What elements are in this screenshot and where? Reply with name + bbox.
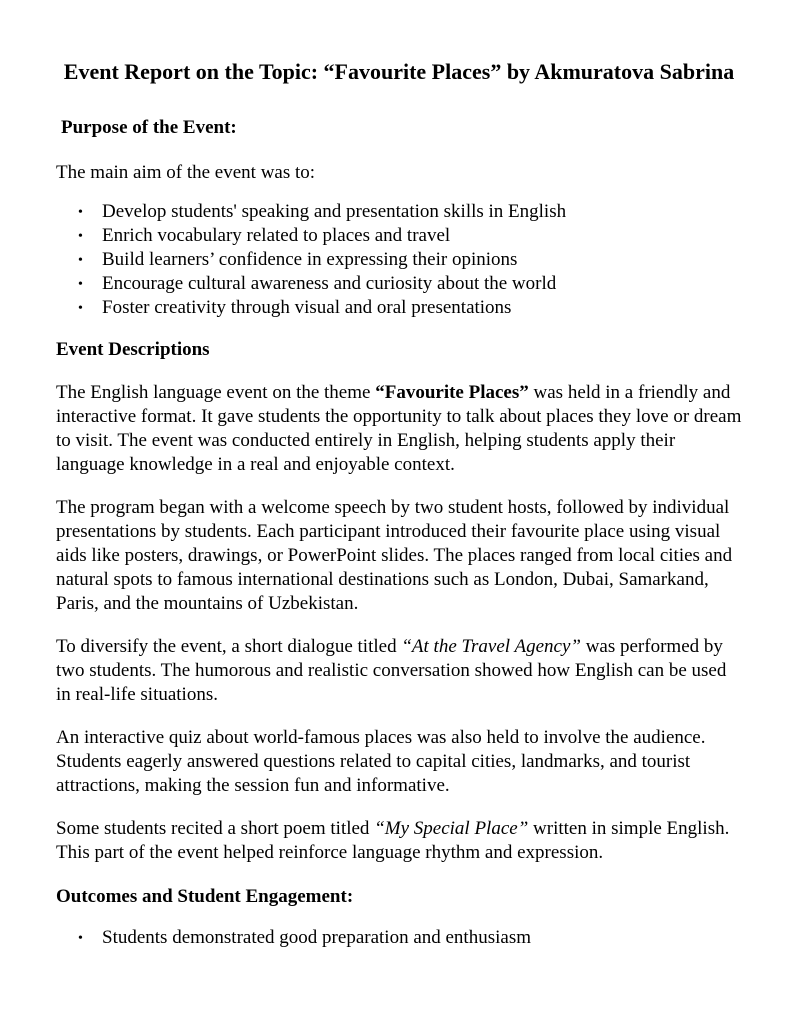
poem-title: “My Special Place” (374, 818, 529, 839)
list-item (56, 224, 742, 248)
document-title: Event Report on the Topic: “Favourite Places” by Akmuratova Sabrina (63, 59, 735, 84)
list-item (56, 272, 742, 296)
bullet-icon: • (78, 253, 83, 268)
purpose-list (56, 200, 742, 320)
list-item-text: Foster creativity through visual and oral presentations (102, 297, 512, 318)
list-item (56, 926, 742, 950)
list-item (56, 296, 742, 320)
paragraph-poem (56, 817, 742, 865)
paragraph-program: The program began with a welcome speech by two student hosts, followed by individual presentations by students. Each participant introduced their favourite place using visual aids like posters, drawings, or PowerPoint slides. The places ranged from local cities and natural spots to famous international destinations such as London, Dubai, Samarkand, Paris, and the mountains of Uzbekistan. (56, 497, 733, 614)
bullet-icon: • (78, 931, 83, 946)
list-item (56, 248, 742, 272)
bullet-icon: • (78, 301, 83, 316)
bullet-icon: • (78, 205, 83, 220)
descriptions-heading: Event Descriptions (56, 339, 210, 360)
list-item-text: Enrich vocabulary related to places and travel (102, 225, 451, 246)
dialogue-title: “At the Travel Agency” (401, 636, 581, 657)
purpose-intro: The main aim of the event was to: (56, 162, 316, 183)
theme-name: “Favourite Places” (375, 382, 529, 403)
list-item (56, 200, 742, 224)
paragraph-dialogue (56, 635, 742, 707)
bullet-icon: • (78, 277, 83, 292)
paragraph-text: written in simple English. This part of the event helped reinforce language rhythm and expression. (56, 818, 730, 863)
paragraph-text: The English language event on the theme (56, 382, 376, 403)
paragraph-text: was performed by two students. The humorous and realistic conversation showed how English can be used in real-life situations. (56, 636, 727, 705)
outcomes-list (56, 926, 742, 950)
outcomes-heading: Outcomes and Student Engagement: (56, 886, 354, 907)
list-item-text: Students demonstrated good preparation and enthusiasm (102, 927, 531, 948)
paragraph-text: To diversify the event, a short dialogue titled (56, 636, 402, 657)
purpose-heading: Purpose of the Event: (61, 117, 237, 138)
bullet-icon: • (78, 229, 83, 244)
paragraph-text: Some students recited a short poem titled (56, 818, 375, 839)
paragraph-text: was held in a friendly and interactive format. It gave students the opportunity to talk about places they love or dream to visit. The event was conducted entirely in English, helping students apply their language knowledge in a real and enjoyable context. (56, 382, 742, 475)
list-item-text: Build learners’ confidence in expressing their opinions (102, 249, 518, 270)
paragraph-quiz: An interactive quiz about world-famous places was also held to involve the audience. Students eagerly answered questions related to capital cities, landmarks, and tourist attractions, making the session fun and informative. (56, 727, 706, 796)
list-item-text: Encourage cultural awareness and curiosity about the world (102, 273, 557, 294)
paragraph-theme (56, 381, 742, 477)
list-item-text: Develop students' speaking and presentation skills in English (102, 201, 567, 222)
